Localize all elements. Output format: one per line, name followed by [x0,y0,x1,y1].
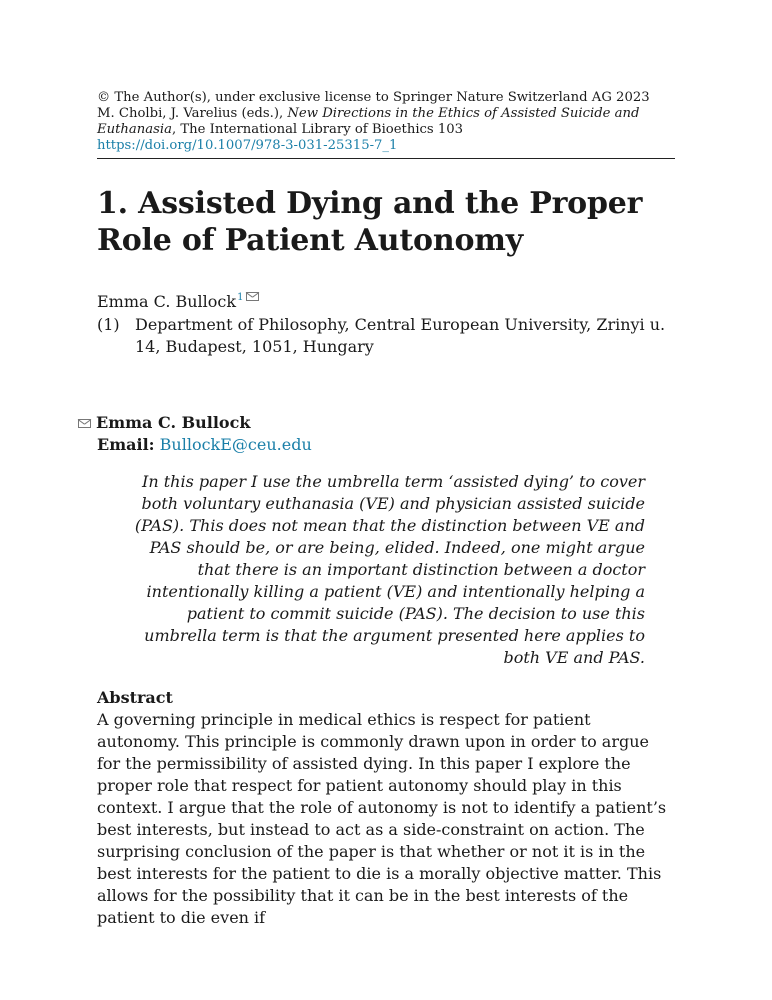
page [97,90,675,929]
editors: M. Cholbi, J. Varelius (eds.), [97,106,288,121]
header-rule [97,158,675,159]
chapter-title: 1. Assisted Dying and the Proper Role of Patient Autonomy [97,186,643,258]
abstract-text: A governing principle in medical ethics is respect for patient autonomy. This principle is commonly drawn upon in order to argue for the permissibility of assisted dying. In this paper I explore the proper role that respect for patient autonomy should play in this context. I argue that the role of autonomy is not to identify a patient’s best interests, but instead to act as a side-constraint on action. The surprising conclusion of the paper is that whether or not it is in the best interests for the patient to die is a morally objective matter. This allows for the possibility that it can be in the best interests of the patient to die even if [97,710,667,927]
series: , The International Library of Bioethics 103 [171,122,464,137]
book-title: New Directions in the Ethics of Assisted Suicide and Euthanasia [97,106,640,137]
author-line [97,288,675,312]
envelope-icon [78,419,91,428]
correspondence-email-line [97,434,675,456]
email-link[interactable]: BullockE@ceu.edu [159,435,312,454]
email-label: Email: [97,435,155,454]
affiliation-number: (1) [97,315,120,334]
correspondence-name: Emma C. Bullock [96,413,251,432]
affiliation-text: Department of Philosophy, Central European University, Zrinyi u. 14, Budapest, 1051, Hungary [135,315,666,356]
affiliation-ref[interactable]: 1 [237,292,244,303]
copyright-line: © The Author(s), under exclusive license to Springer Nature Switzerland AG 2023 [97,90,650,105]
author-name: Emma C. Bullock [97,292,237,311]
email-icon[interactable] [246,292,259,301]
affiliation [97,314,675,358]
publication-meta [97,90,675,154]
abstract-heading: Abstract [97,688,173,707]
book-citation [97,106,675,138]
correspondence-name-line [78,412,675,434]
doi-link[interactable]: https://doi.org/10.1007/978-3-031-25315-7_1 [97,138,398,153]
footnote: In this paper I use the umbrella term ‘assisted dying’ to cover both voluntary euthanasia (VE) and physician assisted suicide (PAS). This does not mean that the distinction between VE and PAS should be, or are being, elided. Indeed, one might argue that there is an important distinction between a doctor intentionally killing a patient (VE) and intentionally helping a patient to commit suicide (PAS). The decision to use this umbrella term is that the argument presented here applies to both VE and PAS. [134,472,645,667]
correspondence [97,412,675,456]
